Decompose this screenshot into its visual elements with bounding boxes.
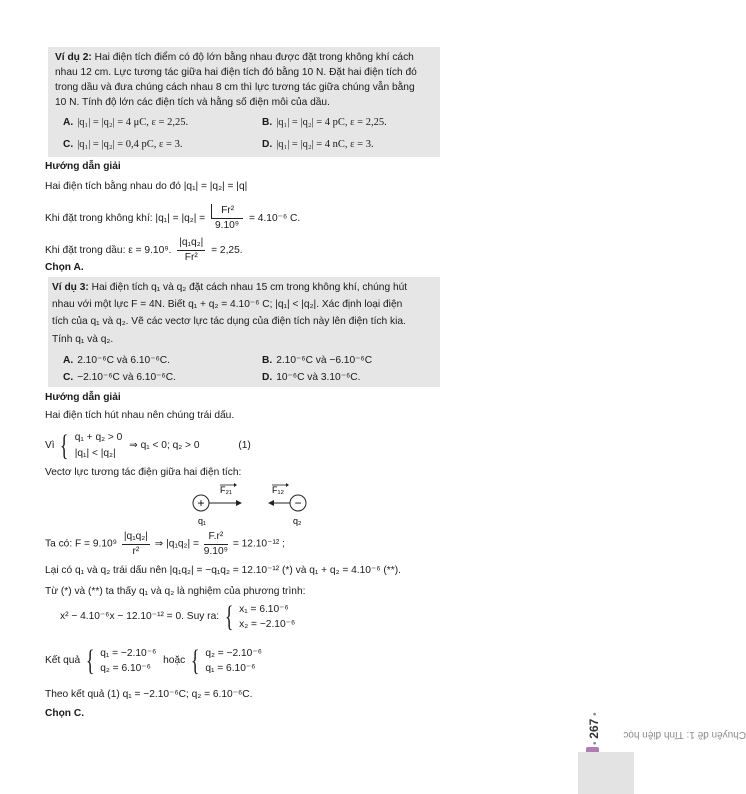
q2-label: q₂ — [293, 516, 302, 526]
chapter-footer: Chuyên đề 1: Tĩnh điện học • 267 • — [587, 712, 746, 745]
example-2-line-3: trong dầu và đưa chúng cách nhau 8 cm thì lực tương tác giữa chúng vẫn bằng — [55, 82, 415, 93]
solution-3-system-1: Vì { q₁ + q₂ > 0 |q₁| < |q₂| ⇒ q₁ < 0; q₂ > 0 (1) — [45, 429, 251, 462]
f12-arrowhead — [268, 500, 274, 506]
solution-3-step-5: Từ (*) và (**) ta thấy q₁ và q₂ là nghiệm của phương trình: — [45, 586, 306, 597]
solution-3-answer: Chọn C. — [45, 708, 85, 719]
example-2-line-2: nhau 12 cm. Lực tương tác giữa hai điện tích đó bằng 10 N. Đặt hai điện tích đó — [55, 67, 417, 78]
solution-3-result: Kết quả { q₁ = −2.10⁻⁶ q₂ = 6.10⁻⁶ hoặc { q₂ = −2.10⁻⁶ q₁ = 6.10⁻⁶ — [45, 644, 262, 677]
f21-vector-bar-head — [234, 483, 237, 487]
corner-block — [578, 752, 634, 794]
chapter-title: Chuyên đề 1: Tĩnh điện học — [623, 729, 746, 740]
example-2-text: Hai điện tích điểm có độ lớn bằng nhau được đặt trong không khí cách — [94, 52, 414, 63]
example-3-line-4: Tính q₁ và q₂. — [52, 334, 114, 345]
solution-2-answer: Chọn A. — [45, 262, 84, 273]
solution-3-step-1: Hai điện tích hút nhau nên chúng trái dấu. — [45, 410, 235, 421]
example-3-option-b: B. 2.10⁻⁶C và −6.10⁻⁶C — [262, 355, 373, 366]
q1-label: q₁ — [198, 516, 207, 526]
solution-3-step-2: Vectơ lực tương tác điện giữa hai điện tích: — [45, 467, 242, 478]
example-2-line-1 — [55, 51, 414, 65]
example-3-text: Hai điện tích q₁ và q₂ đặt cách nhau 15 cm trong không khí, chúng hút — [91, 282, 408, 293]
solution-2-step-3: Khi đặt trong dầu: ε = 9.10⁹. $\frac{\text{|q₁q₂|}}{\text{Fr²}}$ = 2,25. — [45, 237, 243, 263]
f21-label: F₂₁ — [220, 485, 233, 495]
example-2-line-4: 10 N. Tính độ lớn các điện tích và hằng số điện môi của dầu. — [55, 97, 330, 108]
example-3-line-2: nhau với một lực F = 4N. Biết q₁ + q₂ = 4.10⁻⁶ C; |q₁| < |q₂|. Xác định loại điện — [52, 299, 403, 310]
example-3-line-1 — [52, 281, 407, 295]
solution-3-step-4: Lại có q₁ và q₂ trái dấu nên |q₁q₂| = −q₁q₂ = 12.10⁻¹² (*) và q₁ + q₂ = 4.10⁻⁶ (**). — [45, 565, 401, 576]
example-2-option-c: C. |q₁| = |q₂| = 0,4 pC, ε = 3. — [63, 139, 183, 150]
force-vector-diagram — [180, 480, 320, 528]
solution-3-heading: Hướng dẫn giải — [45, 392, 121, 403]
solution-2-step-1: Hai điện tích bằng nhau do đó |q₁| = |q₂| = |q| — [45, 181, 248, 192]
page-number: 267 — [587, 718, 601, 739]
example-3-line-3: tích của q₁ và q₂. Vẽ các vectơ lực tác dụng của điện tích này lên điện tích kia. — [52, 316, 406, 327]
example-3-option-d: D. 10⁻⁶C và 3.10⁻⁶C. — [262, 372, 361, 383]
f12-vector-bar-head — [286, 483, 289, 487]
minus-sign: − — [294, 496, 302, 510]
plus-sign: + — [197, 496, 205, 510]
solution-3-quadratic: x² − 4.10⁻⁶x − 12.10⁻¹² = 0. Suy ra: { x₁ = 6.10⁻⁶ x₂ = −2.10⁻⁶ — [60, 600, 296, 633]
example-2-title: Ví dụ 2: — [55, 52, 92, 63]
example-2-option-d: D. |q₁| = |q₂| = 4 nC, ε = 3. — [262, 139, 374, 150]
solution-2-heading: Hướng dẫn giải — [45, 161, 121, 172]
example-2-option-a: A. |q₁| = |q₂| = 4 μC, ε = 2,25. — [63, 117, 189, 128]
solution-3-step-6: Theo kết quả (1) q₁ = −2.10⁻⁶C; q₂ = 6.10⁻⁶C. — [45, 689, 253, 700]
example-3-title: Ví dụ 3: — [52, 282, 89, 293]
example-3-option-a: A. 2.10⁻⁶C và 6.10⁻⁶C. — [63, 355, 170, 366]
f21-arrowhead — [236, 500, 242, 506]
example-2-option-b: B. |q₁| = |q₂| = 4 pC, ε = 2,25. — [262, 117, 387, 128]
solution-3-step-3: Ta có: F = 9.10⁹ $\frac{\text{|q₁q₂|}}{\text{r²}}$ ⇒ |q₁q₂| = $\frac{\text{F.r²}}{\text{9.10⁹}}$ = 12.10⁻¹² ; — [45, 531, 285, 557]
solution-2-step-2: Khi đặt trong không khí: |q₁| = |q₂| = $\frac{\text{Fr²}}{\text{9.10⁹}}$ = 4.10⁻⁶ C. — [45, 205, 301, 231]
f12-label: F₁₂ — [272, 485, 285, 495]
example-3-option-c: C. −2.10⁻⁶C và 6.10⁻⁶C. — [63, 372, 176, 383]
